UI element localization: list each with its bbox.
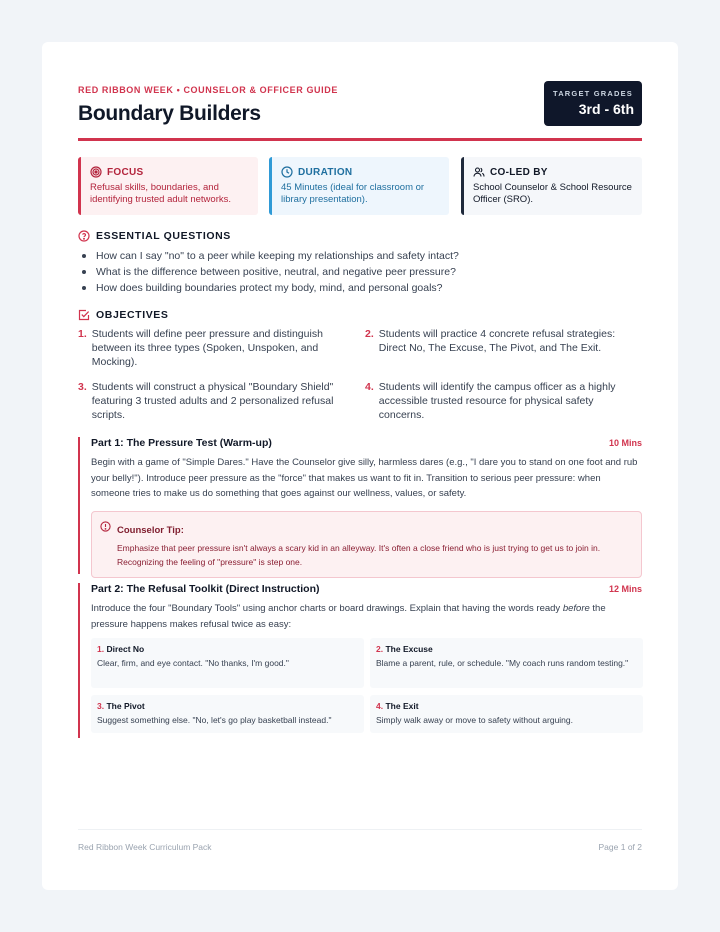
page bbox=[42, 42, 678, 890]
part-2-title: Part 2: The Refusal Toolkit (Direct Instruction) bbox=[91, 583, 320, 595]
part-1-header bbox=[91, 437, 642, 449]
focus-title: FOCUS bbox=[107, 166, 144, 178]
objectives-heading bbox=[78, 309, 169, 321]
coled-card-head bbox=[473, 166, 632, 178]
part-2-section bbox=[78, 583, 642, 738]
coled-card bbox=[461, 157, 642, 215]
focus-card-head bbox=[90, 166, 248, 178]
duration-card bbox=[269, 157, 449, 215]
part-2-text-start: Introduce the four "Boundary Tools" using anchor charts or board drawings. Explain that having the words ready bbox=[91, 603, 563, 614]
target-icon bbox=[90, 166, 102, 178]
part-2-header bbox=[91, 583, 642, 595]
tool-text: Simply walk away or move to safety without arguing. bbox=[376, 715, 574, 725]
objective-item bbox=[365, 327, 635, 355]
tool-name bbox=[97, 701, 358, 711]
part-1-section bbox=[78, 437, 642, 574]
list-item: How can I say "no" to a peer while keeping my relationships and safety intact? bbox=[78, 248, 459, 264]
tool-label: The Pivot bbox=[106, 701, 145, 711]
grades-value: 3rd - 6th bbox=[578, 101, 634, 117]
grades-badge bbox=[544, 81, 642, 126]
duration-title: DURATION bbox=[298, 166, 353, 178]
questions-list bbox=[78, 248, 459, 296]
page-title: Boundary Builders bbox=[78, 102, 261, 125]
tool-name bbox=[376, 644, 637, 654]
objectives-grid bbox=[78, 327, 642, 427]
objective-number: 4. bbox=[365, 381, 374, 393]
tool-number: 4. bbox=[376, 701, 384, 711]
tool-card bbox=[370, 638, 643, 688]
tool-number: 1. bbox=[97, 644, 105, 654]
coled-title: CO-LED BY bbox=[490, 166, 548, 178]
objectives-title: OBJECTIVES bbox=[96, 309, 169, 321]
focus-text: Refusal skills, boundaries, and identifying trusted adult networks. bbox=[90, 182, 231, 205]
users-icon bbox=[473, 166, 485, 178]
kicker: RED RIBBON WEEK • COUNSELOR & OFFICER GUIDE bbox=[78, 85, 338, 95]
grades-label: TARGET GRADES bbox=[552, 89, 634, 98]
objective-item bbox=[78, 327, 348, 369]
part-2-text-emphasis: before bbox=[562, 603, 590, 614]
footer bbox=[78, 829, 642, 852]
duration-text: 45 Minutes (ideal for classroom or library presentation). bbox=[281, 182, 425, 205]
tool-card bbox=[370, 695, 643, 733]
part-1-title: Part 1: The Pressure Test (Warm-up) bbox=[91, 437, 272, 449]
clock-icon bbox=[281, 166, 293, 178]
tool-label: The Exit bbox=[385, 701, 419, 711]
duration-card-head bbox=[281, 166, 439, 178]
part-1-minutes: 10 Mins bbox=[608, 438, 642, 448]
footer-left: Red Ribbon Week Curriculum Pack bbox=[78, 842, 212, 852]
objective-text: Students will define peer pressure and distinguish between its three types (Spoken, Unspoken, and Mocking). bbox=[91, 328, 323, 368]
tool-label: Direct No bbox=[106, 644, 145, 654]
objective-number: 1. bbox=[78, 328, 87, 340]
tool-label: The Excuse bbox=[385, 644, 433, 654]
essential-questions-title: ESSENTIAL QUESTIONS bbox=[96, 230, 231, 242]
info-cards bbox=[78, 157, 642, 215]
header bbox=[78, 42, 642, 141]
objective-item bbox=[365, 380, 635, 422]
content bbox=[78, 42, 642, 852]
objective-text: Students will construct a physical "Boundary Shield" featuring 3 trusted adults and 2 personalized refusal scripts. bbox=[91, 381, 334, 421]
list-item: What is the difference between positive, neutral, and negative peer pressure? bbox=[78, 264, 459, 280]
tool-number: 3. bbox=[97, 701, 105, 711]
part-2-text-end: the pressure happens makes refusal twice as easy: bbox=[91, 603, 606, 630]
alert-circle-icon bbox=[100, 521, 111, 532]
checkbox-icon bbox=[78, 309, 90, 321]
tool-name bbox=[376, 701, 637, 711]
objective-number: 2. bbox=[365, 328, 374, 340]
essential-questions-heading bbox=[78, 230, 231, 242]
tool-text: Suggest something else. "No, let's go play basketball instead." bbox=[97, 715, 332, 725]
question-circle-icon bbox=[78, 230, 90, 242]
page-number: Page 1 of 2 bbox=[598, 842, 642, 852]
tool-text: Clear, firm, and eye contact. "No thanks, I'm good." bbox=[97, 658, 289, 668]
objective-number: 3. bbox=[78, 381, 87, 393]
counselor-tip bbox=[91, 511, 642, 578]
objective-text: Students will identify the campus officer as a highly accessible trusted resource for physical safety concerns. bbox=[378, 381, 616, 421]
part-2-minutes: 12 Mins bbox=[608, 584, 642, 594]
tool-text: Blame a parent, rule, or schedule. "My coach runs random testing." bbox=[376, 658, 629, 668]
list-item: How does building boundaries protect my body, mind, and personal goals? bbox=[78, 280, 459, 296]
tool-card bbox=[91, 695, 364, 733]
tool-number: 2. bbox=[376, 644, 384, 654]
focus-card bbox=[78, 157, 258, 215]
part-2-text bbox=[91, 601, 642, 632]
part-1-text: Begin with a game of "Simple Dares." Have the Counselor give silly, harmless dares (e.g., "I dare you to stand on one foot and rub your belly!"). Introduce peer pressure as the "force" that makes us want to fit in. Transition to serious peer pressure: when someone tries to make us do something that goes against our wellness, values, or safety. bbox=[91, 457, 638, 499]
coled-text: School Counselor & School Resource Officer (SRO). bbox=[473, 182, 632, 205]
tip-title: Counselor Tip: bbox=[117, 524, 184, 536]
objective-text: Students will practice 4 concrete refusal strategies: Direct No, The Excuse, The Pivot, and The Exit. bbox=[378, 328, 616, 354]
objective-item bbox=[78, 380, 348, 422]
tip-text: Emphasize that peer pressure isn't always a scary kid in an alleyway. It's often a close friend who is just trying to get us to join in. Recognizing the feeling of "pressure" is step one. bbox=[117, 542, 601, 567]
tool-name bbox=[97, 644, 358, 654]
tools-grid bbox=[91, 638, 642, 736]
tool-card bbox=[91, 638, 364, 688]
